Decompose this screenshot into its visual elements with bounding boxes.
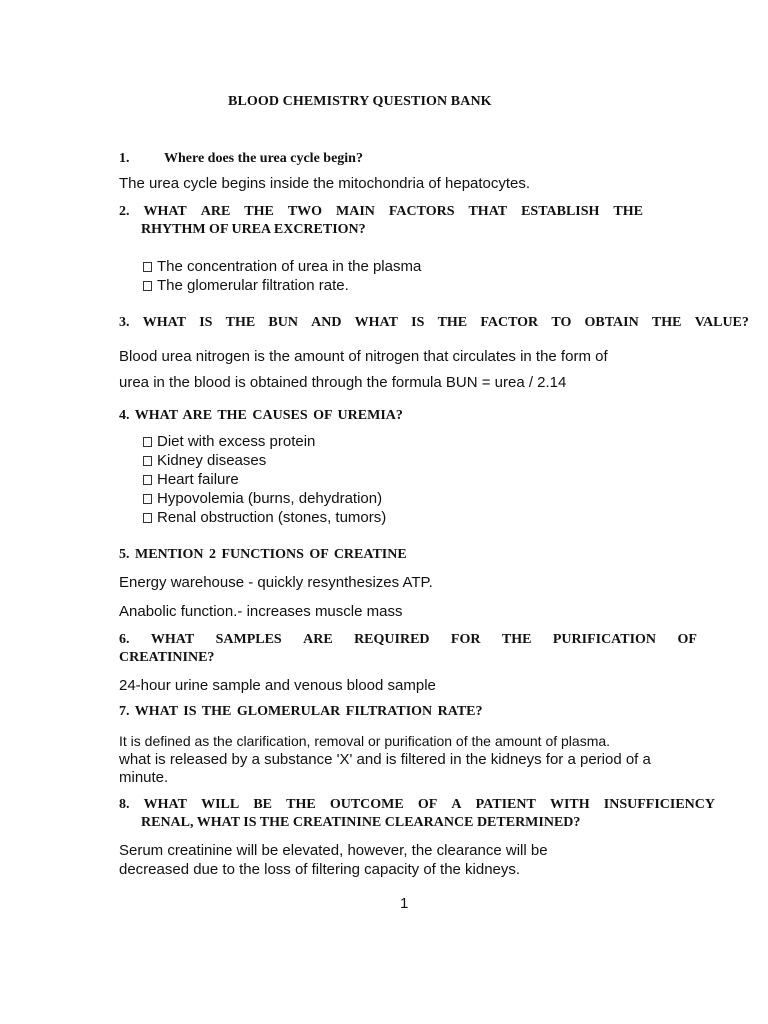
answer-6: 24-hour urine sample and venous blood sample: [119, 677, 436, 694]
checkbox-icon: [143, 456, 152, 466]
question-6-line-2: CREATININE?: [119, 650, 215, 665]
answer-5-line: Anabolic function.- increases muscle mass: [119, 603, 403, 620]
answer-1: The urea cycle begins inside the mitochondria of hepatocytes.: [119, 175, 531, 192]
question-8: [119, 796, 715, 832]
question-2: [119, 203, 643, 239]
answer-4-item: Hypovolemia (burns, dehydration): [143, 490, 382, 508]
answer-2-item: The glomerular filtration rate.: [143, 277, 349, 295]
checkbox-icon: [143, 262, 152, 272]
question-5: 5. MENTION 2 FUNCTIONS OF CREATINE: [119, 547, 407, 562]
answer-7-line: minute.: [119, 769, 169, 786]
answer-3-line: Blood urea nitrogen is the amount of nitrogen that circulates in the form of: [119, 348, 608, 365]
question-1-text: Where does the urea cycle begin?: [164, 151, 363, 166]
checkbox-icon: [143, 513, 152, 523]
checkbox-icon: [143, 437, 152, 447]
answer-2-item: The concentration of urea in the plasma: [143, 258, 421, 276]
question-6-line-1: 6. WHAT SAMPLES ARE REQUIRED FOR THE PURIFICATION OF: [119, 632, 697, 647]
answer-4-item: Renal obstruction (stones, tumors): [143, 509, 386, 527]
answer-4-item: Diet with excess protein: [143, 433, 315, 451]
question-2-line-1: 2. WHAT ARE THE TWO MAIN FACTORS THAT ESTABLISH THE: [119, 204, 643, 219]
question-6: [119, 631, 697, 667]
checkbox-icon: [143, 475, 152, 485]
page-number: 1: [400, 895, 409, 912]
question-3: [119, 314, 749, 332]
question-8-line-1: 8. WHAT WILL BE THE OUTCOME OF A PATIENT WITH INSUFFICIENCY: [119, 797, 715, 812]
question-7: 7. WHAT IS THE GLOMERULAR FILTRATION RATE?: [119, 704, 483, 719]
question-4: 4. WHAT ARE THE CAUSES OF UREMIA?: [119, 408, 403, 423]
question-1-number: 1.: [119, 151, 130, 166]
answer-7-line: It is defined as the clarification, removal or purification of the amount of plasma.: [119, 733, 611, 749]
checkbox-icon: [143, 494, 152, 504]
answer-4-item: Heart failure: [143, 471, 239, 489]
document-title: BLOOD CHEMISTRY QUESTION BANK: [228, 94, 492, 109]
question-3-line-1: 3. WHAT IS THE BUN AND WHAT IS THE FACTOR TO OBTAIN THE VALUE?: [119, 315, 749, 330]
answer-4-item: Kidney diseases: [143, 452, 266, 470]
answer-3-line: urea in the blood is obtained through the formula BUN = urea / 2.14: [119, 374, 567, 391]
question-2-line-2: RHYTHM OF UREA EXCRETION?: [141, 222, 366, 237]
answer-8-line: decreased due to the loss of filtering capacity of the kidneys.: [119, 861, 521, 878]
checkbox-icon: [143, 281, 152, 291]
answer-8-line: Serum creatinine will be elevated, however, the clearance will be: [119, 842, 548, 859]
answer-7-line: what is released by a substance 'X' and is filtered in the kidneys for a period of a: [119, 751, 651, 768]
answer-5-line: Energy warehouse - quickly resynthesizes ATP.: [119, 574, 433, 591]
question-8-line-2: RENAL, WHAT IS THE CREATININE CLEARANCE DETERMINED?: [141, 815, 581, 830]
